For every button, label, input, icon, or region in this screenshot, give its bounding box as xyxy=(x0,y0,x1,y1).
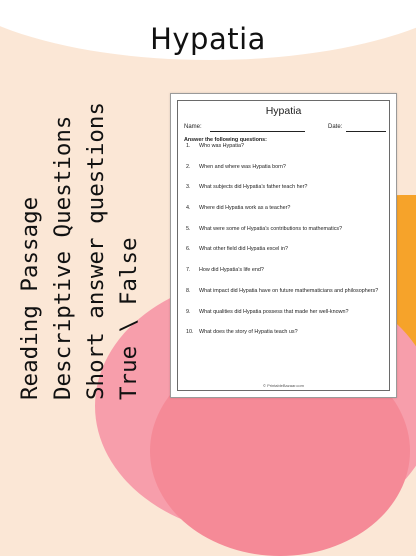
question-number: 4. xyxy=(186,205,191,212)
instructions: Answer the following questions: xyxy=(184,137,267,143)
question-item xyxy=(178,205,389,226)
question-text: Where did Hypatia work as a teacher? xyxy=(199,205,291,212)
question-item xyxy=(178,267,389,288)
date-line xyxy=(346,131,386,132)
worksheet-preview xyxy=(170,93,397,398)
question-item xyxy=(178,226,389,247)
question-number: 6. xyxy=(186,246,191,253)
side-label-true-false: True \ False xyxy=(116,237,142,400)
question-text: What were some of Hypatia’s contributions to mathematics? xyxy=(199,225,343,232)
name-label: Name: xyxy=(184,124,202,130)
page-title: Hypatia xyxy=(150,22,266,56)
question-text: What qualities did Hypatia possess that made her well-known? xyxy=(199,308,349,315)
question-item xyxy=(178,143,389,164)
question-text: Who was Hypatia? xyxy=(199,143,244,149)
question-number: 7. xyxy=(186,267,191,274)
worksheet-border xyxy=(177,100,390,391)
question-item xyxy=(178,309,389,330)
question-text: When and where was Hypatia born? xyxy=(199,163,286,170)
question-item xyxy=(178,184,389,205)
worksheet-title: Hypatia xyxy=(265,105,302,117)
question-number: 2. xyxy=(186,163,191,170)
side-label-descriptive-questions: Descriptive Questions xyxy=(50,115,76,400)
question-number: 1. xyxy=(186,143,191,149)
side-label-short-answer: Short answer questions xyxy=(83,101,109,400)
question-item xyxy=(178,329,389,350)
question-number: 5. xyxy=(186,225,191,232)
question-item xyxy=(178,288,389,309)
question-text: What impact did Hypatia have on future mathematicians and philosophers? xyxy=(199,287,379,294)
question-number: 8. xyxy=(186,287,191,294)
footer-copyright: © PrintableBazaar.com xyxy=(263,383,304,388)
question-item xyxy=(178,246,389,267)
question-item xyxy=(178,164,389,185)
question-number: 9. xyxy=(186,308,191,315)
question-text: What other field did Hypatia excel in? xyxy=(199,246,288,253)
name-line xyxy=(210,131,305,132)
question-number: 10. xyxy=(186,329,194,336)
question-text: What subjects did Hypatia’s father teach her? xyxy=(199,184,308,191)
side-labels xyxy=(14,100,164,400)
name-date-row xyxy=(178,121,389,134)
side-label-reading-passage: Reading Passage xyxy=(17,196,43,400)
question-text: What does the story of Hypatia teach us? xyxy=(199,329,298,336)
question-number: 3. xyxy=(186,184,191,191)
question-text: How did Hypatia’s life end? xyxy=(199,267,264,274)
date-label: Date: xyxy=(328,124,343,130)
